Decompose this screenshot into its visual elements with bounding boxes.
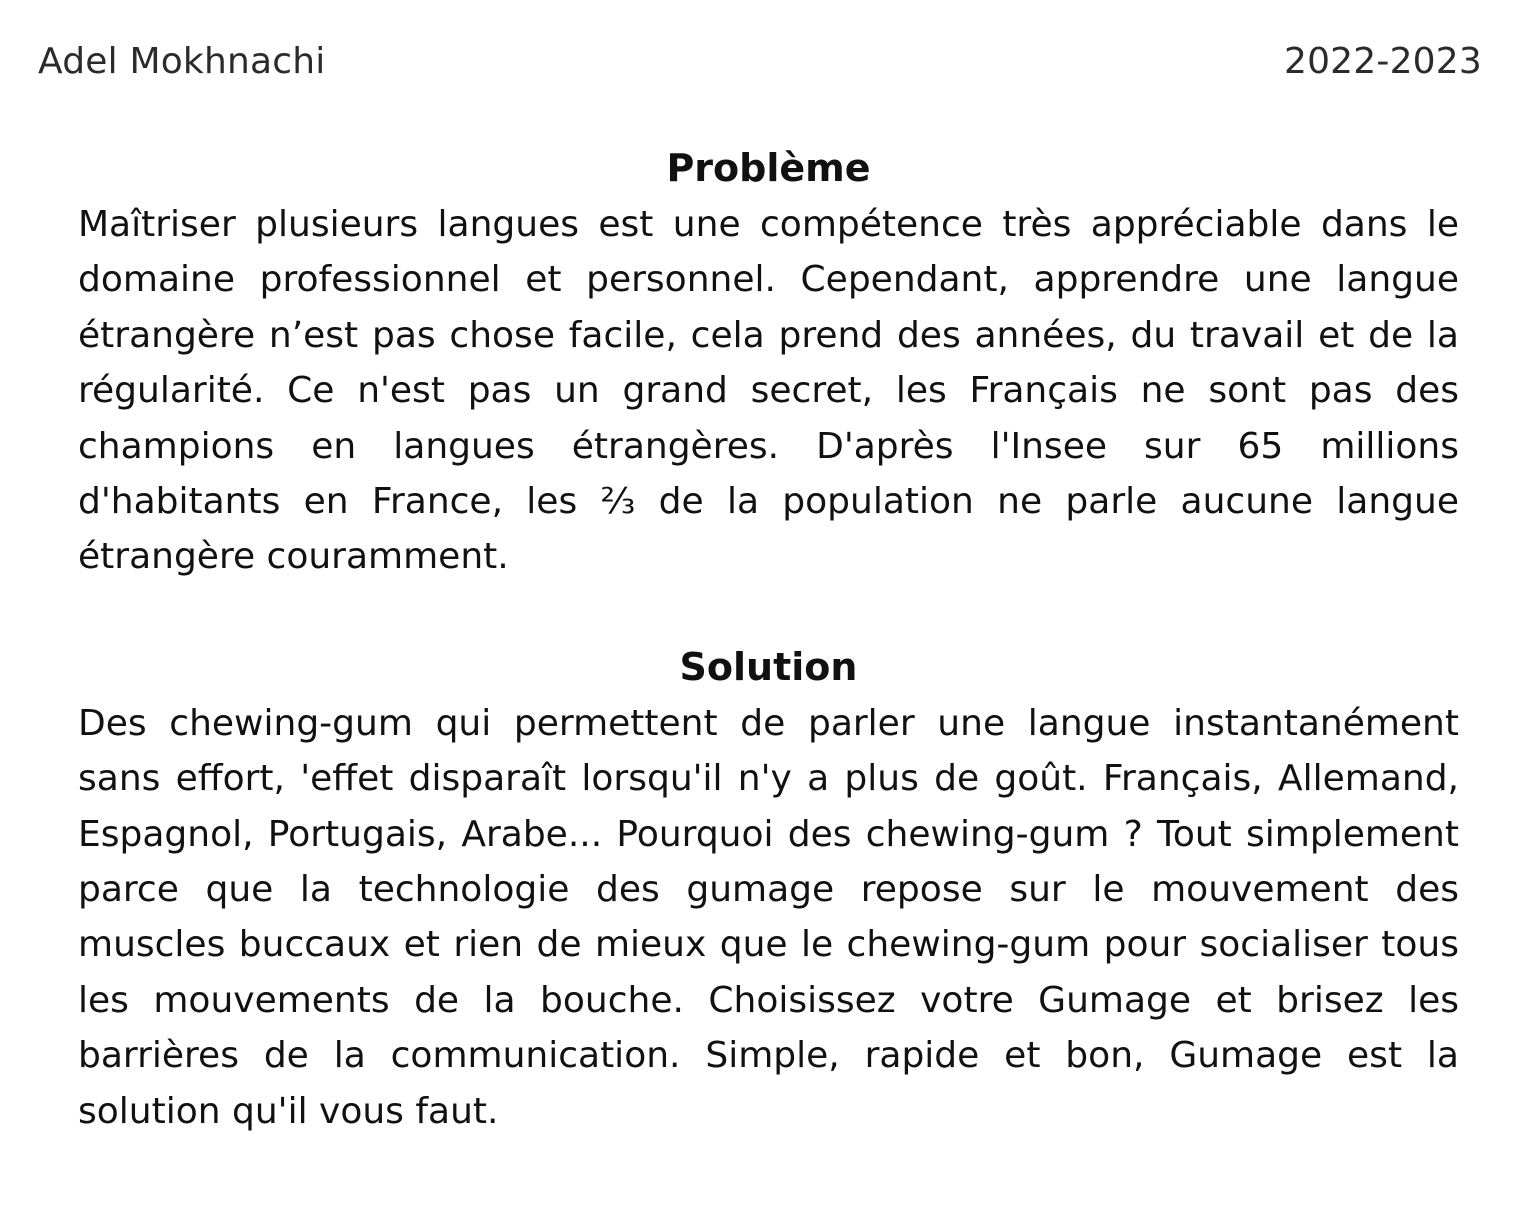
- school-year: 2022-2023: [1283, 40, 1482, 82]
- solution-title: Solution: [679, 644, 858, 689]
- solution-text: Des chewing-gum qui permettent de parler une langue instantanément sans effort, 'effet disparaît lorsqu'il n'y a plus de goût. Français, Allemand, Espagnol, Portugais, Arabe... Pourquoi des chewing-gum ? Tout simplement parce que la technologie des gumage repose sur le mouvement des muscles buccaux et rien de mieux que le chewing-gum pour socialiser tous les mouvements de la bouche. Choisissez votre Gumage et brisez les barrières de la communication. Simple, rapide et bon, Gumage est la solution qu'il vous faut.: [78, 702, 1459, 1132]
- page-header: [38, 34, 1482, 88]
- problem-section: [78, 142, 1459, 585]
- document-body: [78, 142, 1459, 1139]
- problem-text: Maîtriser plusieurs langues est une compétence très appréciable dans le domaine professionnel et personnel. Cependant, apprendre une langue étrangère n’est pas chose facile, cela prend des années, du travail et de la régularité. Ce n'est pas un grand secret, les Français ne sont pas des champions en langues étrangères. D'après l'Insee sur 65 millions d'habitants en France, les ⅔ de la population ne parle aucune langue étrangère couramment.: [78, 204, 1459, 578]
- solution-section: [78, 641, 1459, 1139]
- author-name: Adel Mokhnachi: [38, 40, 326, 82]
- problem-title: Problème: [666, 146, 871, 190]
